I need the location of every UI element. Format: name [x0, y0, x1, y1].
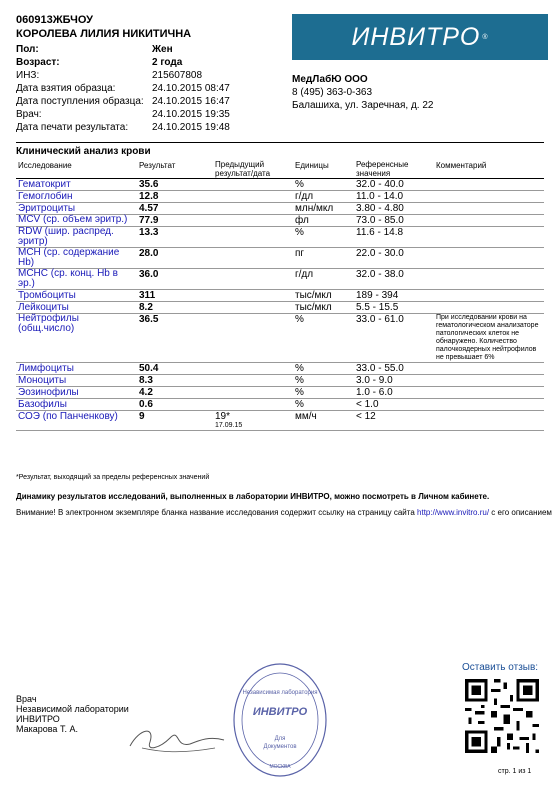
table-header-row: [16, 160, 544, 179]
result-value: 35.6: [137, 179, 213, 191]
col-header-units: Единицы: [293, 160, 354, 179]
result-value: 4.57: [137, 203, 213, 215]
reference-range: 11.0 - 14.0: [354, 191, 434, 203]
test-name[interactable]: RDW (шир. распред. эритр): [16, 227, 137, 248]
field-label: Пол:: [16, 44, 39, 55]
previous-result: [213, 411, 293, 431]
col-header-test: Исследование: [16, 160, 137, 179]
test-name[interactable]: Гемоглобин: [16, 191, 137, 203]
previous-result: [213, 302, 293, 314]
field-label: ИНЗ:: [16, 70, 40, 81]
result-value: 0.6: [137, 399, 213, 411]
comment: [434, 203, 544, 215]
field-label: Врач:: [16, 109, 42, 120]
reference-range: 73.0 - 85.0: [354, 215, 434, 227]
comment: [434, 215, 544, 227]
table-row: [16, 363, 544, 375]
dynamics-note: Динамику результатов исследований, выполненных в лаборатории ИНВИТРО, можно посмотреть в Личном кабинете.: [16, 492, 490, 501]
units: г/дл: [293, 269, 354, 290]
units: %: [293, 387, 354, 399]
field-label: Возраст:: [16, 57, 60, 68]
results-table: [16, 160, 544, 431]
comment: [434, 269, 544, 290]
units: %: [293, 179, 354, 191]
table-row: [16, 227, 544, 248]
reference-range: 189 - 394: [354, 290, 434, 302]
signature-role: Врач: [16, 694, 37, 704]
units: мм/ч: [293, 411, 354, 431]
test-name[interactable]: СОЭ (по Панченкову): [16, 411, 137, 431]
table-row: [16, 203, 544, 215]
attention-note: [16, 508, 552, 517]
units: пг: [293, 248, 354, 269]
comment: [434, 411, 544, 431]
field-label: Дата поступления образца:: [16, 96, 144, 107]
order-number: 060913ЖБЧОУ: [16, 14, 93, 26]
previous-result: [213, 269, 293, 290]
section-title: Клинический анализ крови: [16, 146, 151, 157]
table-row: [16, 290, 544, 302]
table-row: [16, 302, 544, 314]
test-name[interactable]: Моноциты: [16, 375, 137, 387]
comment: [434, 179, 544, 191]
comment: [434, 191, 544, 203]
reference-range: 1.0 - 6.0: [354, 387, 434, 399]
col-header-reference: Референсные значения: [354, 160, 434, 179]
comment: [434, 248, 544, 269]
feedback-qr-code[interactable]: [462, 676, 542, 756]
table-row: [16, 191, 544, 203]
comment: [434, 290, 544, 302]
page-number: стр. 1 из 1: [498, 768, 532, 775]
previous-result: [213, 399, 293, 411]
previous-result: [213, 387, 293, 399]
signature-org: Независимой лаборатории: [16, 704, 129, 714]
units: г/дл: [293, 191, 354, 203]
table-row: [16, 399, 544, 411]
lab-phone: 8 (495) 363-0-363: [292, 87, 373, 98]
field-value: 2 года: [152, 57, 183, 68]
result-value: 8.2: [137, 302, 213, 314]
result-value: 4.2: [137, 387, 213, 399]
previous-result: [213, 375, 293, 387]
field-value: 24.10.2015 16:47: [152, 96, 230, 107]
previous-result: [213, 227, 293, 248]
comment: [434, 399, 544, 411]
reference-range: 3.80 - 4.80: [354, 203, 434, 215]
signature-org-name: ИНВИТРО: [16, 714, 60, 724]
units: %: [293, 399, 354, 411]
field-value: Жен: [152, 44, 173, 55]
previous-result-value: 19*: [215, 411, 231, 422]
units: %: [293, 227, 354, 248]
stamp-bottom-text-1: Для: [274, 736, 286, 742]
reference-range: 33.0 - 61.0: [354, 314, 434, 363]
test-name[interactable]: MCHC (ср. конц. Hb в эр.): [16, 269, 137, 290]
invitro-logo: [292, 14, 548, 60]
test-name[interactable]: Эозинофилы: [16, 387, 137, 399]
table-row: [16, 215, 544, 227]
signature-block: [16, 694, 129, 734]
test-name[interactable]: Нейтрофилы (общ.число): [16, 314, 137, 363]
units: %: [293, 375, 354, 387]
test-name[interactable]: Лейкоциты: [16, 302, 137, 314]
previous-result: [213, 191, 293, 203]
attention-suffix: с его описанием: [489, 508, 552, 517]
logo-registered-mark: ®: [482, 33, 489, 41]
field-label: Дата печати результата:: [16, 122, 129, 133]
previous-result: [213, 215, 293, 227]
test-name[interactable]: Эритроциты: [16, 203, 137, 215]
reference-range: 32.0 - 40.0: [354, 179, 434, 191]
lab-name: МедЛабЮ ООО: [292, 74, 368, 85]
reference-range: 33.0 - 55.0: [354, 363, 434, 375]
units: тыс/мкл: [293, 302, 354, 314]
units: тыс/мкл: [293, 290, 354, 302]
footnote: *Результат, выходящий за пределы референсных значений: [16, 474, 210, 481]
previous-result-date: 17.09.15: [215, 422, 243, 429]
result-value: 311: [137, 290, 213, 302]
comment: [434, 375, 544, 387]
result-value: 9: [137, 411, 213, 431]
test-name[interactable]: Лимфоциты: [16, 363, 137, 375]
previous-result: [213, 248, 293, 269]
result-value: 12.8: [137, 191, 213, 203]
previous-result: [213, 314, 293, 363]
test-name[interactable]: Гематокрит: [16, 179, 137, 191]
patient-name: КОРОЛЕВА ЛИЛИЯ НИКИТИЧНА: [16, 28, 192, 40]
test-name[interactable]: MCH (ср. содержание Hb): [16, 248, 137, 269]
feedback-label: Оставить отзыв:: [462, 662, 539, 673]
result-value: 50.4: [137, 363, 213, 375]
col-header-previous: Предыдущий результат/дата: [213, 160, 293, 179]
comment: При исследовании крови на гематологическом анализаторе патологических клеток не обнаружено. Количество палочкоядерных нейтрофилов не превышает 6%: [434, 314, 544, 363]
test-name[interactable]: MCV (ср. объем эритр.): [16, 215, 137, 227]
reference-range: 5.5 - 15.5: [354, 302, 434, 314]
stamp-inner-text: Независимая лаборатория: [242, 690, 318, 696]
field-value: 24.10.2015 19:35: [152, 109, 230, 120]
field-value: 24.10.2015 08:47: [152, 83, 230, 94]
units: фл: [293, 215, 354, 227]
comment: [434, 227, 544, 248]
previous-result: [213, 363, 293, 375]
units: %: [293, 363, 354, 375]
stamp-city: МОСКВА: [269, 764, 291, 770]
test-name[interactable]: Тромбоциты: [16, 290, 137, 302]
stamp-center-text: ИНВИТРО: [252, 706, 308, 718]
comment: [434, 387, 544, 399]
previous-result: [213, 203, 293, 215]
attention-prefix: Внимание! В электронном экземпляре бланка название исследования содержит ссылку на страницу сайта: [16, 508, 418, 517]
previous-result: [213, 179, 293, 191]
table-row: [16, 375, 544, 387]
field-value: 215607808: [152, 70, 203, 81]
result-value: 13.3: [137, 227, 213, 248]
field-label: Дата взятия образца:: [16, 83, 116, 94]
table-row: [16, 269, 544, 290]
units: млн/мкл: [293, 203, 354, 215]
signature-doctor: Макарова Т. А.: [16, 724, 78, 734]
stamp-bottom-text-2: Документов: [263, 744, 297, 750]
handwritten-signature: [120, 718, 230, 758]
invitro-site-link[interactable]: http://www.invitro.ru/: [417, 508, 490, 517]
col-header-comment: Комментарий: [434, 160, 544, 179]
test-name[interactable]: Базофилы: [16, 399, 137, 411]
reference-range: 3.0 - 9.0: [354, 375, 434, 387]
lab-stamp: [230, 660, 330, 780]
reference-range: 22.0 - 30.0: [354, 248, 434, 269]
result-value: 36.5: [137, 314, 213, 363]
units: %: [293, 314, 354, 363]
field-value: 24.10.2015 19:48: [152, 122, 230, 133]
previous-result: [213, 290, 293, 302]
result-value: 8.3: [137, 375, 213, 387]
table-row: [16, 411, 544, 431]
table-row: [16, 248, 544, 269]
reference-range: < 1.0: [354, 399, 434, 411]
reference-range: < 12: [354, 411, 434, 431]
reference-range: 32.0 - 38.0: [354, 269, 434, 290]
table-row: [16, 387, 544, 399]
reference-range: 11.6 - 14.8: [354, 227, 434, 248]
result-value: 36.0: [137, 269, 213, 290]
header-divider: [16, 142, 544, 143]
lab-address: Балашиха, ул. Заречная, д. 22: [292, 100, 434, 111]
comment: [434, 363, 544, 375]
comment: [434, 302, 544, 314]
logo-text: ИНВИТРО: [351, 22, 481, 51]
table-row: [16, 314, 544, 363]
result-value: 28.0: [137, 248, 213, 269]
result-value: 77.9: [137, 215, 213, 227]
table-row: [16, 179, 544, 191]
col-header-result: Результат: [137, 160, 213, 179]
